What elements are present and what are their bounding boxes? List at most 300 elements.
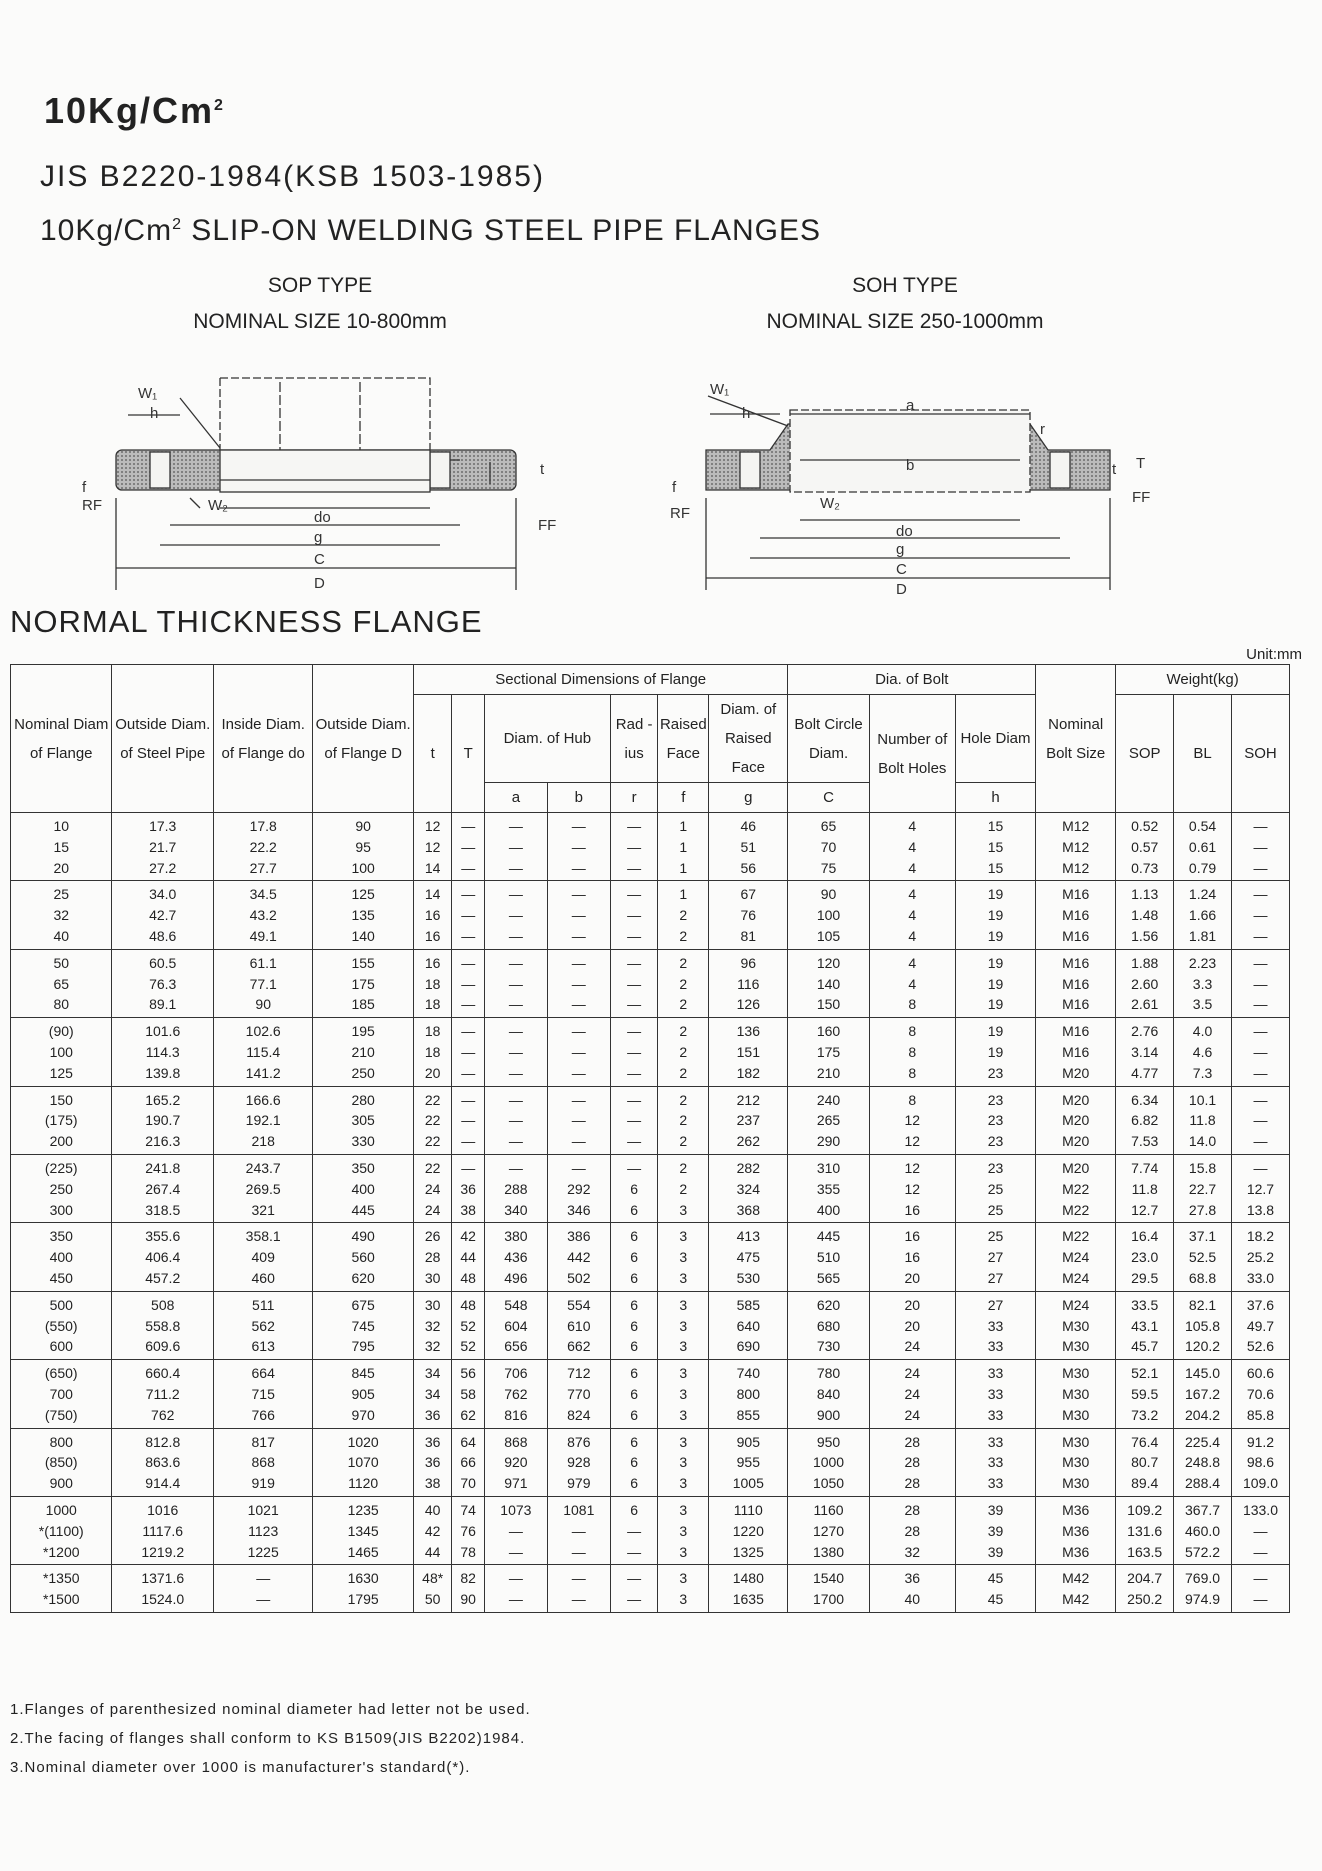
cell-value: 3 (679, 1365, 688, 1382)
cell-value: 400 (49, 1249, 73, 1266)
cell-value: 450 (49, 1269, 73, 1286)
cell-value: — (508, 886, 523, 903)
cell-value: 300 (49, 1201, 73, 1218)
w1-label: W₁ (138, 385, 158, 402)
cell-value: 4 (908, 859, 917, 876)
cell-value: 740 (736, 1365, 760, 1382)
table-cell (658, 1565, 709, 1613)
standard-code: JIS B2220-1984(KSB 1503-1985) (40, 160, 545, 193)
cell-value: 3 (679, 1522, 688, 1539)
h-label: h (150, 405, 159, 422)
cell-value: 14 (424, 886, 441, 903)
table-cell (1116, 949, 1174, 1017)
cell-value: *(1100) (38, 1522, 84, 1539)
w1-label-soh: W₁ (710, 381, 730, 398)
cell-value: — (571, 996, 586, 1013)
cell-value: 1.13 (1131, 886, 1159, 903)
cell-value: 6 (630, 1454, 638, 1471)
cell-value: — (571, 1064, 586, 1081)
table-cell (1231, 1496, 1289, 1564)
cell-value: 24 (904, 1338, 921, 1355)
cell-value: 28 (424, 1249, 441, 1266)
cell-value: 656 (504, 1338, 528, 1355)
cell-value: — (461, 886, 476, 903)
cell-value: 1005 (732, 1475, 764, 1492)
cell-value: 139.8 (145, 1064, 181, 1081)
cell-value: 900 (49, 1475, 73, 1492)
table-row (11, 1496, 1290, 1564)
cell-value: 15 (987, 818, 1004, 834)
cell-value: 4 (908, 838, 917, 855)
cell-value: 33.0 (1246, 1269, 1275, 1286)
cell-value: 24 (904, 1385, 921, 1402)
cell-value: 33 (987, 1385, 1004, 1402)
table-row (11, 881, 1290, 949)
table-cell (1231, 1291, 1289, 1359)
cell-value: 27 (987, 1249, 1004, 1266)
table-cell (709, 1565, 788, 1613)
cell-value: 8 (908, 1023, 917, 1040)
cell-value: 7.74 (1131, 1159, 1159, 1176)
cell-value: 6 (630, 1433, 638, 1450)
cell-value: 730 (816, 1338, 841, 1355)
cell-value: 1635 (732, 1591, 764, 1608)
cell-value: 1220 (732, 1522, 764, 1539)
table-cell (112, 813, 213, 881)
table-cell (955, 949, 1035, 1017)
cell-value: 6.34 (1131, 1091, 1159, 1108)
table-cell (788, 813, 869, 881)
table-cell (610, 881, 658, 949)
cell-value: 250 (49, 1180, 73, 1197)
section-title: NORMAL THICKNESS FLANGE (10, 604, 483, 639)
cell-value: 25 (53, 886, 70, 903)
table-cell (413, 1360, 452, 1428)
cell-value: 292 (567, 1180, 591, 1197)
table-cell (11, 1496, 112, 1564)
table-cell (658, 1291, 709, 1359)
table-cell (869, 1018, 955, 1086)
cell-value: 32 (424, 1317, 441, 1334)
cell-value: — (627, 975, 642, 992)
cell-value: M16 (1062, 954, 1090, 971)
table-cell (709, 1360, 788, 1428)
cell-value: 22 (424, 1091, 441, 1108)
cell-value: 2 (679, 907, 688, 924)
cell-value: 1 (679, 818, 688, 834)
cell-value: 350 (49, 1228, 73, 1245)
cell-value: 23.0 (1131, 1249, 1159, 1266)
cell-value: 409 (251, 1249, 275, 1266)
cell-value: — (461, 818, 476, 834)
cell-value: 90 (255, 996, 271, 1013)
cell-value: 37.1 (1188, 1228, 1217, 1245)
col-weight: Weight(kg) (1116, 665, 1290, 695)
cell-value: — (508, 907, 523, 924)
cell-value: — (571, 886, 586, 903)
cell-value: M16 (1062, 1043, 1090, 1060)
cell-value: 12.7 (1131, 1201, 1159, 1218)
table-cell (1174, 881, 1232, 949)
table-cell (547, 1223, 610, 1291)
cell-value: 74 (460, 1501, 476, 1518)
cell-value: 604 (504, 1317, 528, 1334)
cell-value: 445 (351, 1201, 375, 1218)
table-cell (869, 1086, 955, 1154)
cell-value: 769.0 (1185, 1570, 1221, 1587)
table-cell (955, 1154, 1035, 1222)
table-cell (313, 949, 413, 1017)
cell-value: 25 (987, 1201, 1004, 1218)
cell-value: 91.2 (1246, 1433, 1275, 1450)
table-cell (413, 1428, 452, 1496)
table-cell (955, 813, 1035, 881)
cell-value: 25 (987, 1228, 1004, 1245)
cell-value: M16 (1062, 996, 1090, 1013)
cell-value: 18 (424, 1023, 441, 1040)
cell-value: 318.5 (145, 1201, 181, 1218)
cell-value: — (508, 1112, 523, 1129)
cell-value: 288.4 (1185, 1475, 1221, 1492)
cell-value: (750) (44, 1406, 78, 1423)
cell-value: 78 (460, 1543, 476, 1560)
cell-value: M22 (1062, 1180, 1090, 1197)
cell-value: 2.23 (1188, 954, 1217, 971)
cell-value: 61.1 (249, 954, 277, 971)
cell-value: 34.5 (249, 886, 277, 903)
cell-value: 1117.6 (142, 1522, 184, 1539)
table-cell (11, 1428, 112, 1496)
table-cell (709, 1291, 788, 1359)
table-cell (709, 1018, 788, 1086)
cell-value: M22 (1062, 1201, 1090, 1218)
table-cell (452, 949, 484, 1017)
cell-value: 24 (424, 1201, 441, 1218)
table-cell (709, 813, 788, 881)
cell-value: 3 (679, 1338, 688, 1355)
cell-value: 37.6 (1246, 1296, 1275, 1313)
cell-value: 600 (49, 1338, 73, 1355)
cell-value: 56 (460, 1365, 476, 1382)
cell-value: 36 (424, 1406, 441, 1423)
table-body (11, 813, 1290, 1613)
cell-value: 100 (49, 1043, 73, 1060)
cell-value: 971 (504, 1475, 528, 1492)
cell-value: — (627, 907, 642, 924)
cell-value: 500 (49, 1296, 73, 1313)
cell-value: — (571, 1112, 586, 1129)
col-hole: Hole Diam (955, 695, 1035, 783)
cell-value: 36 (424, 1454, 441, 1471)
cell-value: 52 (460, 1317, 476, 1334)
cell-value: — (508, 818, 523, 834)
cell-value: M36 (1062, 1501, 1090, 1518)
h-label-soh: h (742, 405, 751, 422)
rf-label: RF (82, 497, 102, 514)
cell-value: 6 (630, 1317, 638, 1334)
soh-flange-diagram (670, 370, 1150, 610)
table-cell (1231, 1565, 1289, 1613)
cell-value: — (627, 996, 642, 1013)
cell-value: 712 (567, 1365, 591, 1382)
cell-value: — (1253, 818, 1268, 834)
cell-value: 8 (908, 1064, 917, 1081)
cell-value: 120 (816, 954, 841, 971)
cell-value: 33 (987, 1317, 1004, 1334)
table-cell (869, 1223, 955, 1291)
cell-value: 131.6 (1127, 1522, 1163, 1539)
cell-value: 11.8 (1189, 1112, 1216, 1129)
cell-value: 95 (355, 838, 371, 855)
cell-value: 204.2 (1185, 1406, 1221, 1423)
cell-value: 0.73 (1131, 859, 1159, 876)
cell-value: 25.2 (1246, 1249, 1275, 1266)
cell-value: 1123 (248, 1522, 279, 1539)
cell-value: 6 (630, 1385, 638, 1402)
table-cell (658, 813, 709, 881)
table-cell (788, 1018, 869, 1086)
f-label: f (82, 479, 87, 496)
table-cell (658, 1428, 709, 1496)
ff-label: FF (538, 517, 557, 534)
table-row (11, 813, 1290, 881)
table-cell (610, 1086, 658, 1154)
table-cell (484, 1360, 547, 1428)
cell-value: 20 (904, 1317, 921, 1334)
cell-value: 80.7 (1131, 1454, 1159, 1471)
cell-value: 125 (351, 886, 375, 903)
cell-value: 640 (736, 1317, 760, 1334)
cell-value: 840 (816, 1385, 841, 1402)
cell-value: 2 (679, 1159, 688, 1176)
cell-value: 4.77 (1131, 1064, 1159, 1081)
cell-value: 1.88 (1131, 954, 1159, 971)
cell-value: 609.6 (145, 1338, 181, 1355)
cell-value: 12 (904, 1133, 921, 1150)
cell-value: 3 (679, 1406, 688, 1423)
cell-value: 90 (460, 1591, 476, 1608)
cell-value: 33 (987, 1406, 1004, 1423)
cell-value: 970 (351, 1406, 375, 1423)
cell-value: M30 (1062, 1317, 1090, 1334)
cell-value: 780 (816, 1365, 841, 1382)
cell-value: 3 (679, 1385, 688, 1402)
cell-value: 26 (424, 1228, 441, 1245)
table-cell (1036, 1360, 1116, 1428)
cell-value: (550) (44, 1317, 78, 1334)
cell-value: 2 (679, 975, 688, 992)
table-cell (213, 1496, 312, 1564)
cell-value: 680 (816, 1317, 841, 1334)
cell-value: — (508, 838, 523, 855)
table-cell (1231, 949, 1289, 1017)
table-cell (1036, 1291, 1116, 1359)
cell-value: 18 (424, 975, 441, 992)
cell-value: 15 (987, 859, 1004, 876)
a-label: a (906, 397, 915, 414)
table-cell (1116, 1154, 1174, 1222)
table-cell (788, 1291, 869, 1359)
cell-value: 6 (630, 1201, 638, 1218)
cell-value: 163.5 (1127, 1543, 1163, 1560)
table-cell (1036, 1428, 1116, 1496)
cell-value: 19 (987, 975, 1004, 992)
cell-value: 40 (904, 1591, 921, 1608)
cell-value: 6.82 (1131, 1112, 1159, 1129)
cell-value: — (461, 859, 476, 876)
cell-value: 70.6 (1246, 1385, 1275, 1402)
cell-value: M30 (1062, 1338, 1090, 1355)
cell-value: 900 (816, 1406, 841, 1423)
cell-value: M24 (1062, 1269, 1090, 1286)
footnotes (10, 1695, 531, 1782)
table-cell (11, 1291, 112, 1359)
cell-value: 2.61 (1131, 996, 1159, 1013)
cell-value: 1.81 (1188, 927, 1217, 944)
cell-value: — (571, 1091, 586, 1108)
cell-value: 39 (987, 1543, 1004, 1560)
cell-value: 16 (424, 927, 441, 944)
table-cell (1036, 1496, 1116, 1564)
cell-value: 560 (351, 1249, 375, 1266)
cell-value: M12 (1062, 818, 1090, 834)
cell-value: 200 (49, 1133, 73, 1150)
cell-value: 4 (908, 818, 917, 834)
cell-value: 824 (567, 1406, 591, 1423)
table-cell (313, 1496, 413, 1564)
table-cell (955, 1018, 1035, 1086)
cell-value: 32 (904, 1543, 921, 1560)
cell-value: 1 (679, 886, 688, 903)
cell-value: 33 (987, 1338, 1004, 1355)
table-cell (1174, 1154, 1232, 1222)
cell-value: 355.6 (145, 1228, 181, 1245)
cell-value: 49.7 (1246, 1317, 1275, 1334)
cell-value: — (571, 1159, 586, 1176)
cell-value: — (461, 1133, 476, 1150)
table-cell (788, 1496, 869, 1564)
cell-value: 1371.6 (141, 1570, 185, 1587)
table-cell (11, 949, 112, 1017)
col-soh: SOH (1231, 695, 1289, 813)
cell-value: 136 (736, 1023, 760, 1040)
cell-value: 36 (904, 1570, 921, 1587)
cell-value: 241.8 (145, 1159, 181, 1176)
cell-value: — (508, 996, 523, 1013)
cell-value: 2 (679, 954, 688, 971)
table-cell (788, 949, 869, 1017)
table-cell (11, 1223, 112, 1291)
table-cell (1174, 1086, 1232, 1154)
cell-value: — (1253, 996, 1268, 1013)
cell-value: 105.8 (1185, 1317, 1221, 1334)
table-cell (484, 881, 547, 949)
table-cell (1231, 881, 1289, 949)
cell-value: 340 (504, 1201, 528, 1218)
w2-label-soh: W₂ (820, 495, 840, 512)
table-cell (484, 1565, 547, 1613)
table-cell (547, 1086, 610, 1154)
cell-value: — (461, 907, 476, 924)
cell-value: 436 (504, 1249, 528, 1266)
cell-value: 6 (630, 1249, 638, 1266)
cell-value: 15 (987, 838, 1004, 855)
table-cell (869, 881, 955, 949)
cell-value: 979 (567, 1475, 591, 1492)
cell-value: 358.1 (245, 1228, 281, 1245)
flange-spec-table (10, 664, 1290, 1613)
cell-value: M20 (1062, 1133, 1090, 1150)
unit-label: Unit:mm (1246, 646, 1302, 663)
table-cell (213, 1086, 312, 1154)
cell-value: 22 (424, 1133, 441, 1150)
cell-value: 17.8 (249, 818, 277, 834)
table-cell (658, 1223, 709, 1291)
cell-value: — (508, 1091, 523, 1108)
cell-value: 812.8 (145, 1433, 181, 1450)
cell-value: 508 (151, 1296, 175, 1313)
cell-value: 562 (251, 1317, 275, 1334)
table-cell (1116, 1428, 1174, 1496)
cell-value: M42 (1062, 1570, 1090, 1587)
cell-value: 66 (460, 1454, 476, 1471)
cell-value: 6 (630, 1296, 638, 1313)
cell-value: — (1253, 907, 1268, 924)
cell-value: — (571, 1522, 586, 1539)
table-cell (452, 1154, 484, 1222)
table-cell (213, 1018, 312, 1086)
cell-value: — (508, 954, 523, 971)
table-cell (413, 1496, 452, 1564)
cell-value: — (1253, 1091, 1268, 1108)
col-inside: Inside Diam. of Flange do (213, 665, 312, 813)
cell-value: 700 (49, 1385, 73, 1402)
cell-value: 460 (251, 1269, 275, 1286)
col-g: g (709, 783, 788, 813)
cell-value: 28 (904, 1433, 921, 1450)
cell-value: 1540 (812, 1570, 845, 1587)
cell-value: 0.57 (1131, 838, 1159, 855)
cell-value: 67 (740, 886, 757, 903)
table-cell (955, 881, 1035, 949)
table-cell (658, 1360, 709, 1428)
table-row (11, 949, 1290, 1017)
cell-value: 19 (987, 996, 1004, 1013)
note-3: 3.Nominal diameter over 1000 is manufacturer's standard(*). (10, 1759, 471, 1776)
table-cell (869, 1565, 955, 1613)
table-cell (955, 1291, 1035, 1359)
cell-value: 28 (904, 1454, 921, 1471)
cell-value: 1.56 (1131, 927, 1159, 944)
cell-value: — (571, 907, 586, 924)
cell-value: (650) (44, 1365, 78, 1382)
cell-value: M16 (1062, 975, 1090, 992)
note-2: 2.The facing of flanges shall conform to KS B1509(JIS B2202)1984. (10, 1730, 526, 1747)
cell-value: — (508, 859, 523, 876)
table-cell (1231, 1154, 1289, 1222)
table-cell (413, 1018, 452, 1086)
cell-value: 80 (53, 996, 70, 1013)
table-cell (1231, 1360, 1289, 1428)
cell-value: — (1253, 1023, 1268, 1040)
cell-value: — (571, 1591, 586, 1608)
cell-value: 310 (816, 1159, 841, 1176)
table-cell (1231, 1223, 1289, 1291)
table-cell (313, 1154, 413, 1222)
ff-label-soh: FF (1132, 489, 1150, 506)
cell-value: 330 (351, 1133, 375, 1150)
table-cell (11, 813, 112, 881)
